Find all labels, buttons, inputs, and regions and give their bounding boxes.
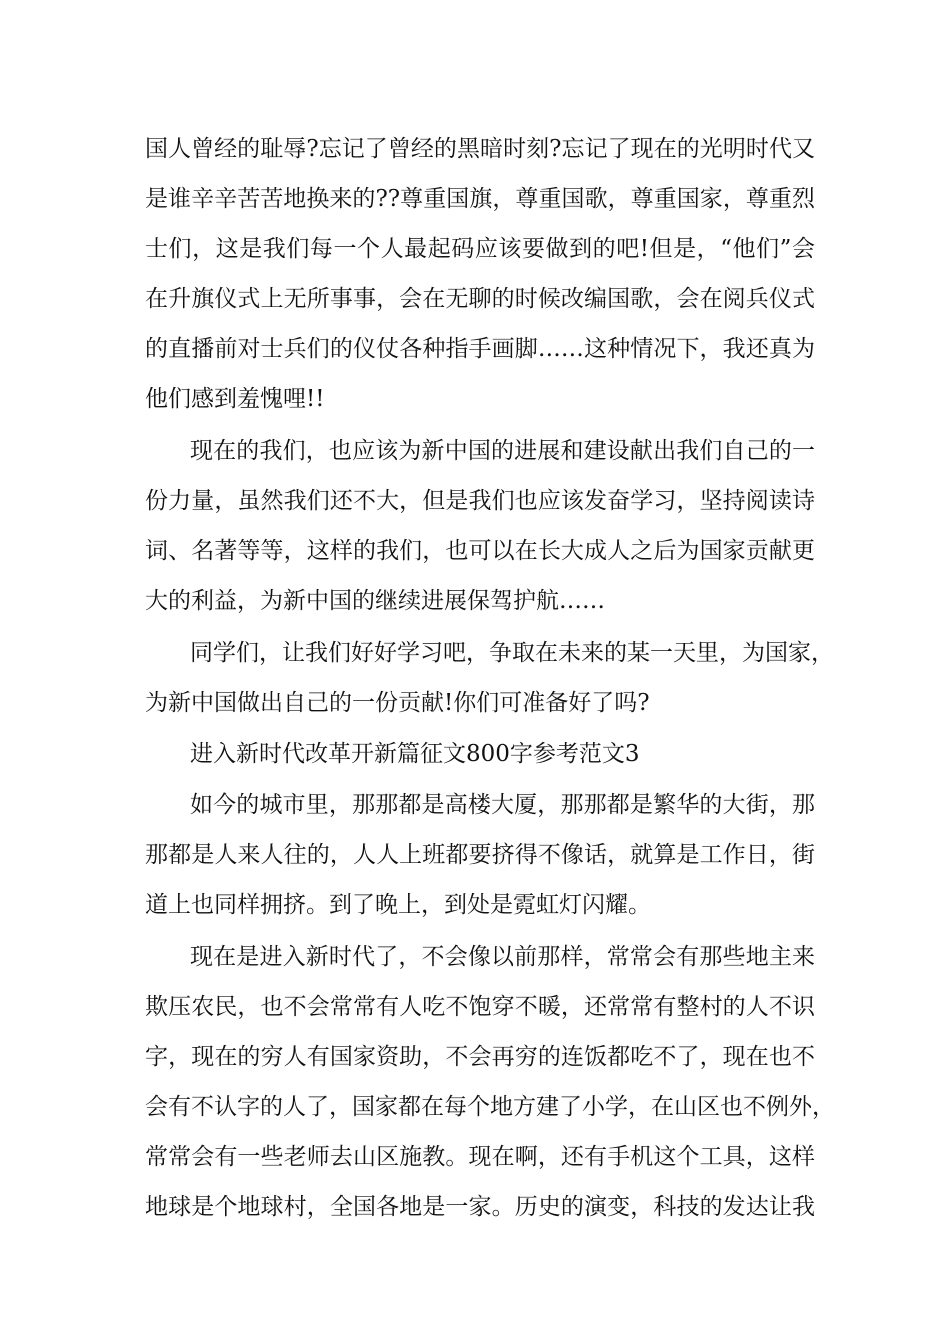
paragraph-line: 为新中国做出自己的一份贡献!你们可准备好了吗? <box>145 690 650 716</box>
paragraph-line: 道上也同样拥挤。到了晚上，到处是霓虹灯闪耀。 <box>145 892 651 918</box>
paragraph-line: 现在的我们，也应该为新中国的进展和建设献出我们自己的一 <box>190 438 815 464</box>
section-heading: 进入新时代改革开新篇征文800字参考范文3 <box>190 741 640 767</box>
paragraph-line: 士们，这是我们每一个人最起码应该要做到的吧!但是，“他们”会 <box>145 236 815 262</box>
paragraph-line: 他们感到羞愧哩!! <box>145 386 325 412</box>
paragraph-line: 的直播前对士兵们的仪仗各种指手画脚……这种情况下，我还真为 <box>145 336 815 362</box>
paragraph-line: 词、名著等等，这样的我们，也可以在长大成人之后为国家贡献更 <box>145 538 815 564</box>
paragraph-line: 如今的城市里，那那都是高楼大厦，那那都是繁华的大街，那 <box>190 792 815 818</box>
paragraph-line: 那都是人来人往的，人人上班都要挤得不像话，就算是工作日，街 <box>145 842 815 868</box>
paragraph-line: 大的利益，为新中国的继续进展保驾护航…… <box>145 588 605 614</box>
paragraph-line: 在升旗仪式上无所事事，会在无聊的时候改编国歌，会在阅兵仪式 <box>145 286 815 312</box>
paragraph-line: 地球是个地球村，全国各地是一家。历史的演变，科技的发达让我 <box>145 1194 815 1220</box>
paragraph-line: 常常会有一些老师去山区施教。现在啊，还有手机这个工具，这样 <box>145 1144 815 1170</box>
paragraph-line: 欺压农民，也不会常常有人吃不饱穿不暖，还常常有整村的人不识 <box>145 994 815 1020</box>
paragraph-line: 份力量，虽然我们还不大，但是我们也应该发奋学习，坚持阅读诗 <box>145 488 815 514</box>
paragraph-line: 是谁辛辛苦苦地换来的??尊重国旗，尊重国歌，尊重国家，尊重烈 <box>145 186 815 212</box>
paragraph-line: 字，现在的穷人有国家资助，不会再穷的连饭都吃不了，现在也不 <box>145 1044 815 1070</box>
paragraph-line: 会有不认字的人了，国家都在每个地方建了小学，在山区也不例外， <box>145 1094 835 1120</box>
paragraph-line: 现在是进入新时代了，不会像以前那样，常常会有那些地主来 <box>190 944 815 970</box>
paragraph-line: 同学们，让我们好好学习吧，争取在未来的某一天里，为国家， <box>190 640 834 666</box>
paragraph-line: 国人曾经的耻辱?忘记了曾经的黑暗时刻?忘记了现在的光明时代又 <box>145 136 815 162</box>
